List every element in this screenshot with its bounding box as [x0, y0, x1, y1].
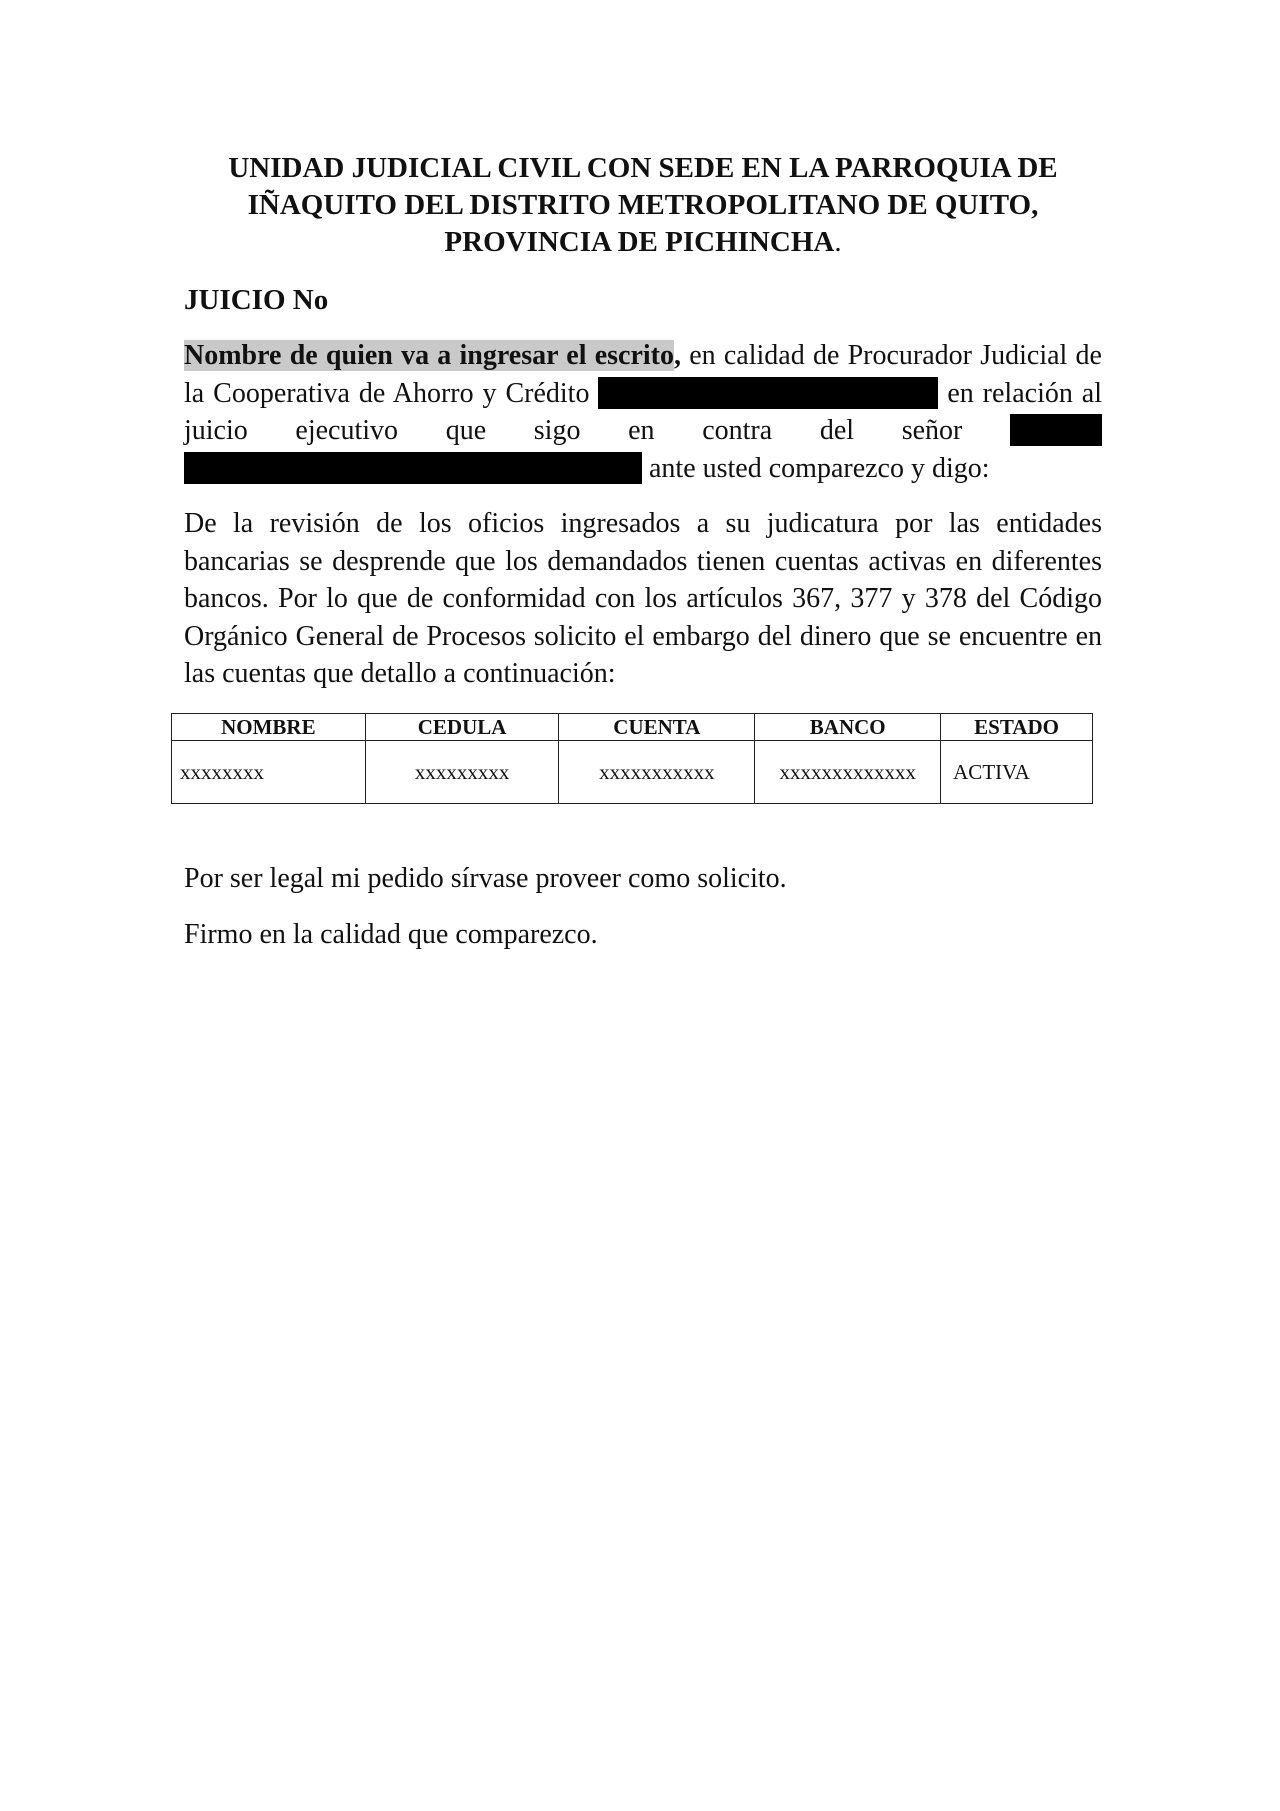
table-header-banco: BANCO [755, 714, 941, 741]
redacted-defendant-name-part-1 [1010, 414, 1102, 446]
closing-signature-statement: Firmo en la calidad que comparezco. [184, 919, 598, 950]
table-cell-estado: ACTIVA [941, 741, 1093, 804]
intro-comma: , [674, 340, 681, 371]
heading-line-3 [184, 224, 1102, 261]
intro-text-3: ante usted comparezco y digo: [642, 452, 990, 484]
table-header-row [172, 714, 1093, 741]
heading-line-2: IÑAQUITO DEL DISTRITO METROPOLITANO DE QUITO, [247, 189, 1039, 221]
table-cell-cedula: xxxxxxxxx [365, 741, 559, 804]
closing-request: Por ser legal mi pedido sírvase proveer como solicito. [184, 863, 787, 894]
case-number-label: JUICIO No [184, 284, 329, 316]
heading-line-1: UNIDAD JUDICIAL CIVIL CON SEDE EN LA PARROQUIA DE [228, 152, 1058, 184]
table-header-cedula: CEDULA [365, 714, 559, 741]
table-cell-cuenta: xxxxxxxxxxx [559, 741, 755, 804]
redacted-defendant-name-part-2 [184, 452, 642, 484]
table-header-nombre: NOMBRE [172, 714, 366, 741]
intro-text-2: en relación al juicio ejecutivo que sigo en contra del señor [184, 377, 1102, 446]
filer-name-placeholder: Nombre de quien va a ingresar el escrito [184, 340, 674, 371]
court-heading [184, 150, 1102, 261]
intro-paragraph [184, 337, 1102, 487]
table-header-estado: ESTADO [941, 714, 1093, 741]
heading-line-3-text: PROVINCIA DE PICHINCHA [444, 226, 835, 258]
table-cell-nombre: xxxxxxxx [172, 741, 366, 804]
table-header-cuenta: CUENTA [559, 714, 755, 741]
table-row [172, 741, 1093, 804]
table-cell-banco: xxxxxxxxxxxxx [755, 741, 941, 804]
accounts-table [171, 713, 1093, 804]
redacted-cooperative-name [598, 377, 938, 409]
body-paragraph: De la revisión de los oficios ingresados a su judicatura por las entidades bancarias se desprende que los demandados tienen cuentas activas en diferentes bancos. Por lo que de conformidad con los artículos 367, 377 y 378 del Código Orgánico General de Procesos solicito el embargo del dinero que se encuentre en las cuentas que detallo a continuación: [184, 508, 1102, 689]
intro-text-1: en calidad de Procurador Judicial de la Cooperativa de Ahorro y Crédito [184, 340, 1102, 409]
heading-period: . [834, 226, 842, 258]
